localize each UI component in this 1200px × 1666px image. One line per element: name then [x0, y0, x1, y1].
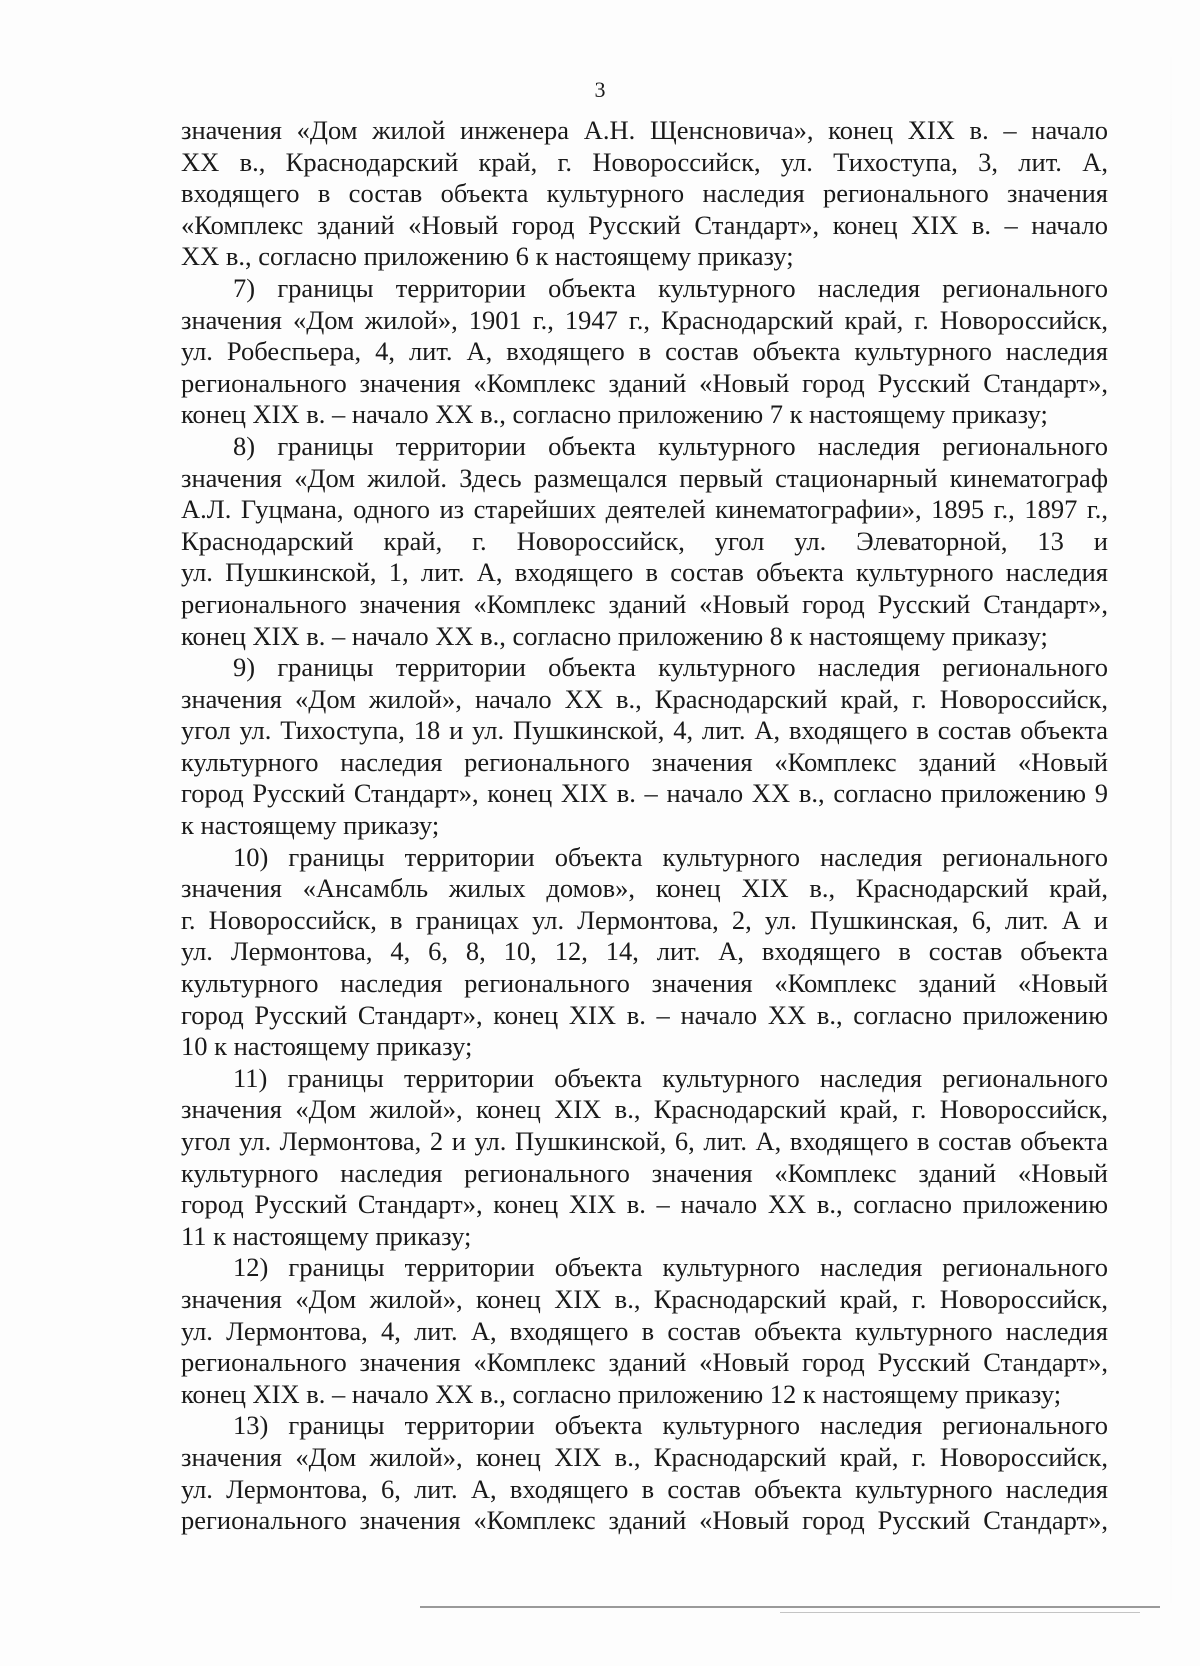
text-line: А.Л. Гуцмана, одного из старейших деятелей кинематографии», 1895 г., 1897 г., [181, 494, 1108, 525]
text-line: ул. Пушкинской, 1, лит. А, входящего в состав объекта культурного наследия [181, 557, 1108, 588]
text-line: к настоящему приказу; [181, 810, 440, 841]
text-line: город Русский Стандарт», конец XIX в. – начало XX в., согласно приложению [181, 999, 1108, 1030]
text-line: г. Новороссийск, в границах ул. Лермонтова, 2, ул. Пушкинская, 6, лит. А и [181, 904, 1108, 935]
document-body [181, 115, 1108, 1537]
text-line: ул. Лермонтова, 6, лит. А, входящего в состав объекта культурного наследия [181, 1473, 1108, 1504]
text-line: конец XIX в. – начало XX в., согласно приложению 12 к настоящему приказу; [181, 1378, 1062, 1409]
text-line: входящего в состав объекта культурного наследия регионального значения [181, 178, 1108, 209]
text-line: XX в., Краснодарский край, г. Новороссийск, ул. Тихоступа, 3, лит. А, [181, 146, 1108, 177]
text-line: «Комплекс зданий «Новый город Русский Стандарт», конец XIX в. – начало [181, 209, 1108, 240]
text-line: 7) границы территории объекта культурного наследия регионального [233, 272, 1108, 303]
page-number: 3 [594, 77, 606, 102]
text-line: угол ул. Лермонтова, 2 и ул. Пушкинской, 6, лит. А, входящего в состав объекта [181, 1126, 1108, 1156]
text-line: значения «Ансамбль жилых домов», конец XIX в., Краснодарский край, [181, 873, 1108, 904]
text-line: 12) границы территории объекта культурного наследия регионального [233, 1252, 1108, 1283]
text-line: культурного наследия регионального значения «Комплекс зданий «Новый [181, 746, 1108, 777]
text-line: значения «Дом жилой инженера А.Н. Щенсновича», конец XIX в. – начало [181, 115, 1108, 145]
text-line: регионального значения «Комплекс зданий «Новый город Русский Стандарт», [181, 588, 1108, 619]
text-line: культурного наследия регионального значения «Комплекс зданий «Новый [181, 1157, 1108, 1188]
text-line: регионального значения «Комплекс зданий «Новый город Русский Стандарт», [181, 367, 1108, 398]
text-line: 10) границы территории объекта культурного наследия регионального [233, 841, 1108, 872]
text-line: угол ул. Тихоступа, 18 и ул. Пушкинской, 4, лит. А, входящего в состав объекта [181, 715, 1108, 746]
text-line: конец XIX в. – начало XX в., согласно приложению 7 к настоящему приказу; [181, 399, 1048, 430]
text-line: значения «Дом жилой», начало XX в., Краснодарский край, г. Новороссийск, [181, 683, 1108, 714]
text-line: значения «Дом жилой», конец XIX в., Краснодарский край, г. Новороссийск, [181, 1441, 1108, 1472]
text-line: значения «Дом жилой», 1901 г., 1947 г., Краснодарский край, г. Новороссийск, [181, 304, 1108, 335]
text-line: регионального значения «Комплекс зданий «Новый город Русский Стандарт», [181, 1347, 1108, 1378]
text-line: ул. Лермонтова, 4, лит. А, входящего в состав объекта культурного наследия [181, 1315, 1108, 1346]
text-line: Краснодарский край, г. Новороссийск, угол ул. Элеваторной, 13 и [181, 525, 1108, 556]
text-line: 13) границы территории объекта культурного наследия регионального [233, 1410, 1108, 1441]
text-line: 11 к настоящему приказу; [181, 1220, 472, 1251]
text-line: 8) границы территории объекта культурного наследия регионального [233, 430, 1108, 461]
scan-edge-shadow [1170, 30, 1172, 1630]
text-line: значения «Дом жилой», конец XIX в., Краснодарский край, г. Новороссийск, [181, 1283, 1108, 1314]
text-line: XX в., согласно приложению 6 к настоящему приказу; [181, 241, 794, 272]
bottom-scan-line-secondary [780, 1612, 1140, 1613]
text-line: конец XIX в. – начало XX в., согласно приложению 8 к настоящему приказу; [181, 620, 1048, 651]
text-line: ул. Робеспьера, 4, лит. А, входящего в состав объекта культурного наследия [181, 336, 1108, 367]
text-line: значения «Дом жилой», конец XIX в., Краснодарский край, г. Новороссийск, [181, 1094, 1108, 1125]
text-line: ул. Лермонтова, 4, 6, 8, 10, 12, 14, лит. А, входящего в состав объекта [181, 936, 1108, 967]
text-line: регионального значения «Комплекс зданий «Новый город Русский Стандарт», [181, 1505, 1108, 1536]
text-line: 11) границы территории объекта культурного наследия регионального [233, 1062, 1108, 1093]
text-line: культурного наследия регионального значения «Комплекс зданий «Новый [181, 968, 1108, 999]
text-line: 9) границы территории объекта культурного наследия регионального [233, 652, 1108, 683]
bottom-scan-line [420, 1606, 1160, 1608]
text-line: 10 к настоящему приказу; [181, 1031, 473, 1062]
text-line: значения «Дом жилой. Здесь размещался первый стационарный кинематограф [181, 462, 1108, 493]
text-line: город Русский Стандарт», конец XIX в. – начало XX в., согласно приложению 9 [181, 778, 1108, 809]
text-line: город Русский Стандарт», конец XIX в. – начало XX в., согласно приложению [181, 1189, 1108, 1220]
